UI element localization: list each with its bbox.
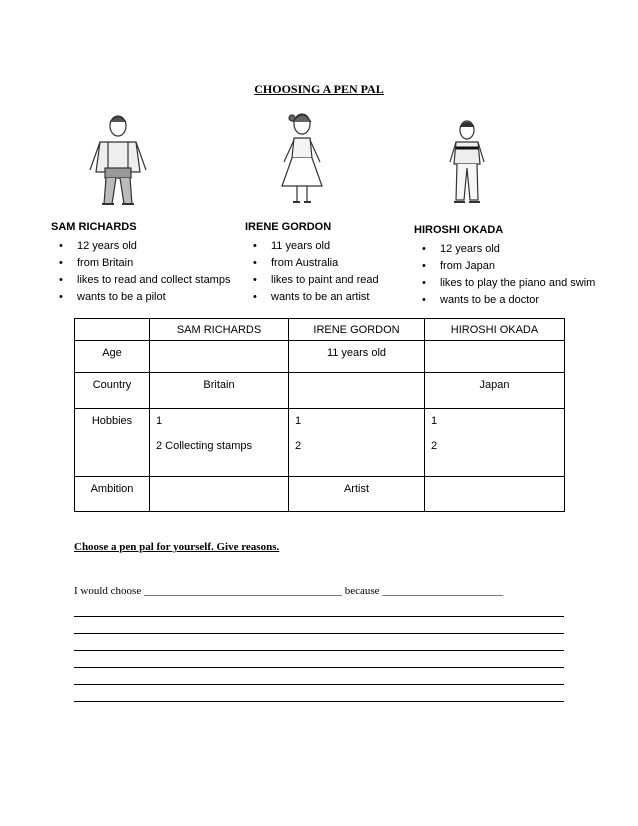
table-cell[interactable]: Japan bbox=[425, 373, 565, 409]
fact-item bbox=[51, 238, 230, 255]
hobby-line: 1 bbox=[295, 415, 302, 427]
hobby-line: 2 bbox=[295, 440, 302, 452]
table-cell[interactable] bbox=[289, 409, 425, 477]
fact-item bbox=[51, 272, 230, 289]
fact-text: 11 years old bbox=[271, 240, 331, 252]
fact-text: from Britain bbox=[77, 257, 134, 269]
sentence-start: I would choose bbox=[74, 585, 142, 597]
sentence-because: because bbox=[344, 585, 380, 597]
fact-list bbox=[51, 238, 230, 306]
fact-text: 12 years old bbox=[440, 243, 500, 255]
fact-item bbox=[414, 258, 595, 275]
table-row-ambition bbox=[75, 477, 565, 512]
table-row-hobbies bbox=[75, 409, 565, 477]
hiroshi-okada-illustration bbox=[442, 118, 492, 208]
fact-item bbox=[51, 255, 230, 272]
table-cell[interactable] bbox=[150, 477, 289, 512]
fact-item bbox=[245, 289, 379, 306]
table-cell[interactable]: Artist bbox=[289, 477, 425, 512]
person-name: HIROSHI OKADA bbox=[414, 224, 504, 236]
answer-blank-choice[interactable]: ____________________________________ bbox=[143, 585, 342, 597]
fact-text: from Japan bbox=[440, 260, 496, 272]
answer-line[interactable] bbox=[74, 616, 564, 617]
fact-text: wants to be a doctor bbox=[440, 294, 540, 306]
answer-blank-reason[interactable]: ______________________ bbox=[382, 585, 504, 597]
instruction-prompt: Choose a pen pal for yourself. Give reasons. bbox=[74, 541, 280, 553]
bullet-icon: • bbox=[422, 277, 426, 289]
table-cell[interactable] bbox=[150, 409, 289, 477]
fact-text: 12 years old bbox=[77, 240, 137, 252]
table-cell[interactable]: 11 years old bbox=[289, 341, 425, 373]
fact-text: wants to be an artist bbox=[271, 291, 370, 303]
corner-cell bbox=[75, 319, 150, 341]
bullet-icon: • bbox=[253, 291, 257, 303]
column-header: HIROSHI OKADA bbox=[425, 319, 565, 341]
table-cell[interactable] bbox=[289, 373, 425, 409]
column-header: SAM RICHARDS bbox=[150, 319, 289, 341]
fact-item bbox=[414, 275, 595, 292]
bullet-icon: • bbox=[59, 240, 63, 252]
person-card-irene bbox=[245, 219, 379, 306]
fact-text: from Australia bbox=[271, 257, 339, 269]
pen-pal-table bbox=[74, 318, 565, 512]
answer-line[interactable] bbox=[74, 650, 564, 651]
person-card-hiroshi bbox=[414, 222, 595, 309]
person-name: SAM RICHARDS bbox=[51, 221, 137, 233]
table-header-row bbox=[75, 319, 565, 341]
fact-text: likes to read and collect stamps bbox=[77, 274, 231, 286]
fact-item bbox=[414, 292, 595, 309]
table-cell[interactable] bbox=[425, 341, 565, 373]
worksheet-title: CHOOSING A PEN PAL bbox=[254, 82, 384, 96]
bullet-icon: • bbox=[253, 257, 257, 269]
hobby-line: 2 Collecting stamps bbox=[156, 440, 252, 452]
table-cell[interactable] bbox=[150, 341, 289, 373]
fact-text: likes to paint and read bbox=[271, 274, 379, 286]
fact-text: likes to play the piano and swim bbox=[440, 277, 596, 289]
bullet-icon: • bbox=[59, 274, 63, 286]
table-row-age bbox=[75, 341, 565, 373]
column-header: IRENE GORDON bbox=[289, 319, 425, 341]
fact-text: wants to be a pilot bbox=[77, 291, 166, 303]
hobby-line: 1 bbox=[156, 415, 163, 427]
answer-line[interactable] bbox=[74, 701, 564, 702]
row-label: Age bbox=[75, 341, 150, 373]
row-label: Ambition bbox=[75, 477, 150, 512]
bullet-icon: • bbox=[253, 240, 257, 252]
answer-line[interactable] bbox=[74, 667, 564, 668]
sam-richards-illustration bbox=[78, 112, 158, 212]
fact-item bbox=[414, 241, 595, 258]
bullet-icon: • bbox=[59, 291, 63, 303]
table-cell[interactable] bbox=[425, 409, 565, 477]
answer-sentence bbox=[74, 585, 503, 597]
person-name: IRENE GORDON bbox=[245, 221, 332, 233]
answer-line[interactable] bbox=[74, 684, 564, 685]
bullet-icon: • bbox=[422, 260, 426, 272]
answer-line[interactable] bbox=[74, 633, 564, 634]
table-cell[interactable]: Britain bbox=[150, 373, 289, 409]
fact-list bbox=[414, 241, 595, 309]
bullet-icon: • bbox=[253, 274, 257, 286]
person-card-sam bbox=[51, 219, 230, 306]
table-cell[interactable] bbox=[425, 477, 565, 512]
fact-item bbox=[51, 289, 230, 306]
bullet-icon: • bbox=[422, 243, 426, 255]
fact-item bbox=[245, 272, 379, 289]
row-label: Country bbox=[75, 373, 150, 409]
fact-item bbox=[245, 238, 379, 255]
bullet-icon: • bbox=[59, 257, 63, 269]
hobby-line: 2 bbox=[431, 440, 438, 452]
fact-list bbox=[245, 238, 379, 306]
row-label: Hobbies bbox=[75, 409, 150, 477]
fact-item bbox=[245, 255, 379, 272]
table-row-country bbox=[75, 373, 565, 409]
bullet-icon: • bbox=[422, 294, 426, 306]
hobby-line: 1 bbox=[431, 415, 438, 427]
irene-gordon-illustration bbox=[272, 110, 332, 210]
